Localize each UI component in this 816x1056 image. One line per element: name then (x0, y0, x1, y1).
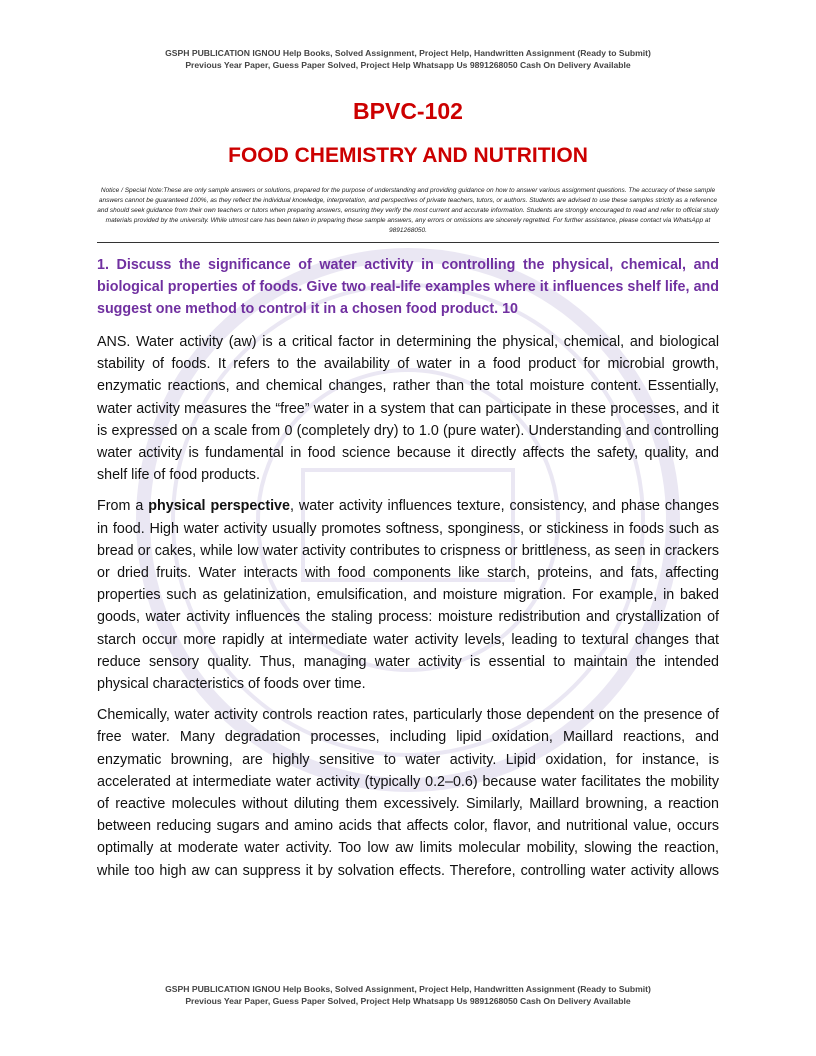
header-divider (97, 242, 719, 243)
header-line-2: Previous Year Paper, Guess Paper Solved, Project Help Whatsapp Us 9891268050 Cash On Delivery Available (185, 60, 631, 70)
header-line-1: GSPH PUBLICATION IGNOU Help Books, Solved Assignment, Project Help, Handwritten Assignment (Ready to Submit) (165, 48, 651, 58)
answer-paragraph-1: ANS. Water activity (aw) is a critical factor in determining the physical, chemical, and biological stability of foods. It refers to the availability of water in a food product for microbial growth, enzymatic reactions, and chemical changes, rather than the total moisture content. Essentially, water activity measures the “free” water in a system that can participate in these processes, and it is expressed on a scale from 0 (completely dry) to 1.0 (pure water). Understanding and controlling water activity is fundamental in food science because it directly affects the safety, quality, and shelf life of food products. (97, 334, 719, 484)
document-body (97, 254, 719, 891)
answer-paragraph-2 (97, 495, 719, 695)
answer-paragraph-3: Chemically, water activity controls reaction rates, particularly those dependent on the presence of free water. Many degradation processes, including lipid oxidation, Maillard reactions, and enzymatic browning, are highly sensitive to water activity. Lipid oxidation, for instance, is accelerated at intermediate water activity (typically 0.2–0.6) because water facilitates the mobility of reactive molecules without diluting them excessively. Similarly, Maillard browning, a reaction between reducing sugars and amino acids that affects color, flavor, and nutritional value, occurs optimally at moderate water activity. Too low aw limits molecular mobility, slowing the reaction, while too high aw can suppress it by solvation effects. Therefore, controlling water activity allows (97, 707, 719, 879)
question-text: 1. Discuss the significance of water activity in controlling the physical, chemical, and biological properties of foods. Give two real-life examples where it influences shelf life, and suggest one method to control it in a chosen food product. 10 (97, 257, 719, 317)
answer-paragraph-2-rest: , water activity influences texture, consistency, and phase changes in food. High water activity usually promotes softness, sponginess, or stickiness in foods such as bread or cakes, while low water activity contributes to crispness or brittleness, as seen in crackers or dried fruits. Water interacts with food components like starch, proteins, and fats, affecting properties such as gelatinization, emulsification, and moisture migration. For example, in baked goods, water activity influences the staling process: moisture redistribution and crystallization of starch occur more rapidly at intermediate water activity levels, leading to textural changes that reduce sensory quality. Thus, managing water activity is essential to maintain the intended physical characteristics of foods over time. (97, 498, 719, 693)
page-footer (0, 983, 816, 1007)
footer-line-2: Previous Year Paper, Guess Paper Solved, Project Help Whatsapp Us 9891268050 Cash On Delivery Available (185, 996, 631, 1006)
notice-text: Notice / Special Note:These are only sample answers or solutions, prepared for the purpose of understanding and providing guidance on how to answer various assignment questions. The accuracy of these sample answers cannot be guaranteed 100%, as they reflect the individual knowledge, interpretation, and perspectives of private teachers, tutors, or authors. Students are advised to use these samples strictly as a reference and should seek guidance from their own teachers or tutors when preparing answers, ensuring they verify the most current and accurate information. Students are strongly encouraged to read and refer to official study materials provided by the university. While utmost care has been taken in preparing these sample answers, any errors or omissions are sincerely regretted. For further assistance, please contact via WhatsApp at 9891268050. (97, 187, 719, 235)
footer-line-1: GSPH PUBLICATION IGNOU Help Books, Solved Assignment, Project Help, Handwritten Assignment (Ready to Submit) (165, 984, 651, 994)
course-code: BPVC-102 (353, 98, 463, 124)
page-header (0, 47, 816, 71)
physical-perspective-emphasis: physical perspective (148, 498, 290, 515)
course-title: FOOD CHEMISTRY AND NUTRITION (228, 144, 588, 167)
answer-paragraph-2-lead: From a (97, 498, 149, 515)
